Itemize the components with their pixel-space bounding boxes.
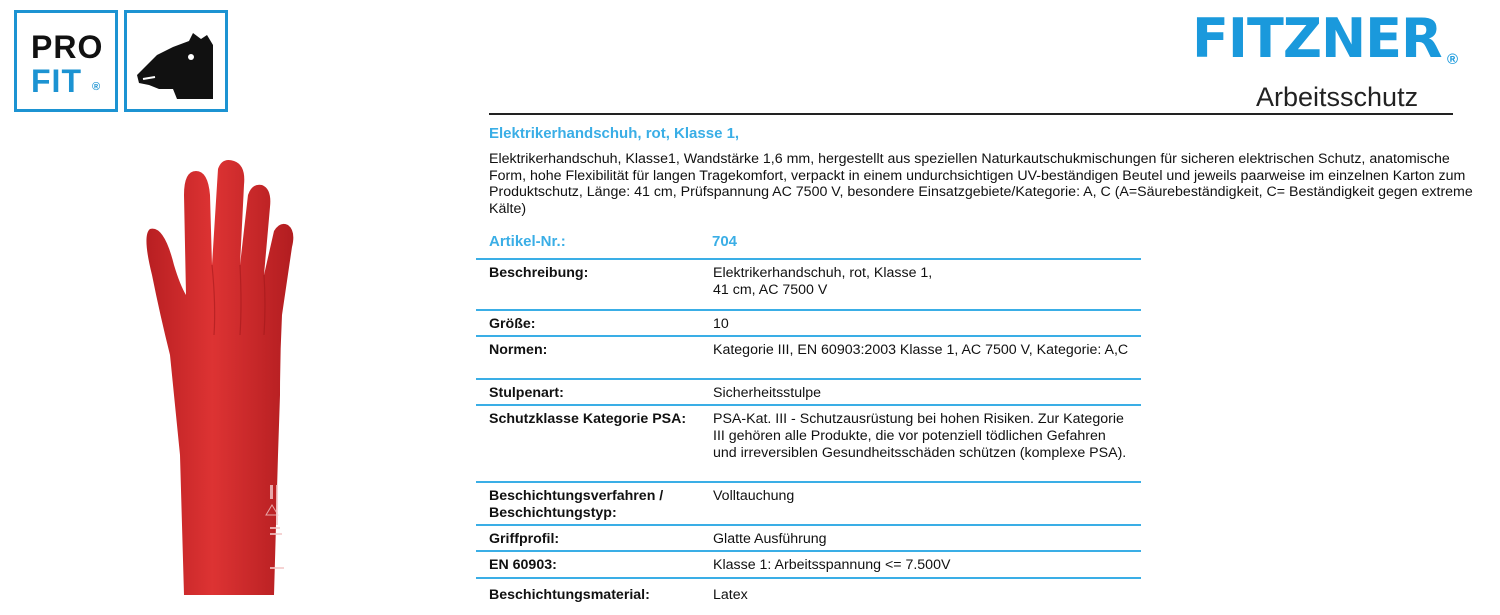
spec-table [476,258,1141,609]
spec-key: Beschreibung: [489,265,589,281]
logo-pro-text: PRO [31,29,104,65]
table-row [476,311,1141,337]
profit-logo [14,10,118,112]
product-image-glove [130,155,310,610]
table-row [476,406,1141,483]
fitzner-registered-mark: ® [1447,51,1459,68]
spec-key: Beschichtungsmaterial: [489,587,650,603]
header-divider [489,113,1453,115]
table-row [476,526,1141,552]
product-title: Elektrikerhandschuh, rot, Klasse 1, [489,125,740,142]
spec-key: Stulpenart: [489,385,564,401]
spec-value: Kategorie III, EN 60903:2003 Klasse 1, AC 7500 V, Kategorie: A,C [713,342,1129,358]
table-row [476,579,1141,609]
fitzner-subtitle: Arbeitsschutz [1256,82,1419,112]
logo-fit-text: FIT [31,63,82,99]
product-description: Elektrikerhandschuh, Klasse1, Wandstärke 1,6 mm, hergestellt aus speziellen Naturkautschukmischungen für sicheren elektrischen Schutz, anatomische Form, hohe Flexibilität für langen Tragekomfort, verpackt in einem undurchsichtigen UV-beständigen Beutel und jeweils paarweise im einzelnen Karton zum Produktschutz, Länge: 41 cm, Prüfspannung AC 7500 V, besondere Einsatzgebiete/Kategorie: A, C (A=Säurebeständigkeit, C= Beständigkeit gegen extreme Kälte) [489,151,1473,217]
spec-key: Beschichtungsverfahren / Beschichtungstyp: [489,488,664,521]
spec-value: Glatte Ausführung [713,531,827,547]
table-row [476,260,1141,311]
spec-value: Sicherheitsstulpe [713,385,822,401]
spec-value: Elektrikerhandschuh, rot, Klasse 1, 41 cm, AC 7500 V [713,265,933,298]
spec-value: Klasse 1: Arbeitsspannung <= 7.500V [713,557,951,573]
spec-key: Schutzklasse Kategorie PSA: [489,411,687,427]
table-row [476,337,1141,380]
bear-head-icon [133,23,221,103]
spec-value: PSA-Kat. III - Schutzausrüstung bei hohen Risiken. Zur Kategorie III gehören alle Produkte, die vor potenziell tödlichen Gefahren und irreversiblen Gesundheitsschäden schützen (komplexe PSA). [713,411,1127,461]
bear-logo-box [124,10,228,112]
spec-key: Griffprofil: [489,531,560,547]
article-number-label: Artikel-Nr.: [489,233,566,250]
spec-value: 10 [713,316,729,332]
fitzner-logo: FITZNER [1192,7,1442,70]
article-number-value: 704 [712,233,738,250]
spec-value: Volltauchung [713,488,795,504]
logo-registered-mark: ® [92,81,101,93]
table-row [476,380,1141,406]
glove-illustration [130,155,310,605]
spec-key: Normen: [489,342,548,358]
table-row [476,552,1141,579]
spec-value: Latex [713,587,748,603]
table-row [476,483,1141,526]
spec-key: EN 60903: [489,557,557,573]
spec-key: Größe: [489,316,536,332]
